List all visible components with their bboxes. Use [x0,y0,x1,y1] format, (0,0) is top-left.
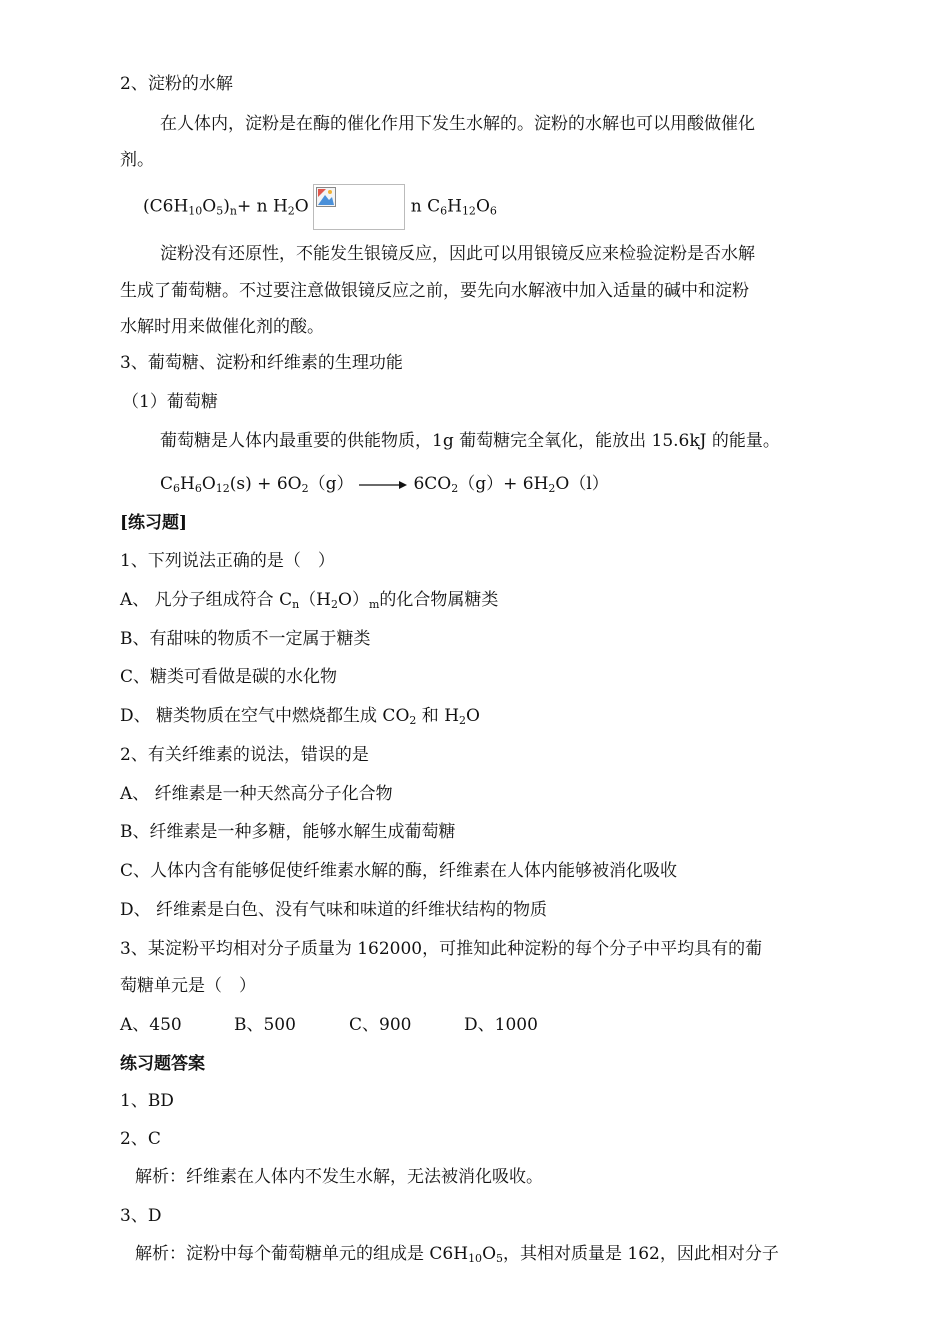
paragraph-line: 淀粉没有还原性，不能发生银镜反应，因此可以用银镜反应来检验淀粉是否水解 [160,244,755,264]
answers-title: 练习题答案 [120,1054,205,1074]
question-3-stem: 3、某淀粉平均相对分子质量为 162000，可推知此种淀粉的每个分子中平均具有的葡 [120,939,763,959]
image-icon [316,187,336,207]
question-1-option-a: A、 凡分子组成符合 $C_n(H_2O)_m$的化合物属糖类 [120,590,499,611]
question-1-option-c: C、糖类可看做是碳的水化物 [120,667,338,687]
section-heading-physiological-functions: 3、葡萄糖、淀粉和纤维素的生理功能 [120,353,403,373]
question-2-option-d: D、 纤维素是白色、没有气味和味道的纤维状结构的物质 [120,900,548,920]
exercises-title: [练习题] [120,513,188,533]
paragraph-line: 水解时用来做催化剂的酸。 [120,317,324,337]
paragraph-line: 在人体内，淀粉是在酶的催化作用下发生水解的。淀粉的水解也可以用酸做催化 [160,114,755,134]
paragraph-line: 生成了葡萄糖。不过要注意做银镜反应之前，要先向水解液中加入适量的碱中和淀粉 [120,281,749,301]
question-3-stem: 萄糖单元是（ ） [120,976,256,996]
question-1-stem: 1、下列说法正确的是（ ） [120,551,335,571]
answer-1: 1、BD [120,1091,174,1111]
question-1-option-d: D、 糖类物质在空气中燃烧都生成 $CO_2$ 和 $H_2O$ [120,706,480,727]
subheading-glucose: （1）葡萄糖 [122,392,218,412]
answer-2: 2、C [120,1129,161,1149]
question-3-option: B、500 [234,1015,296,1035]
question-1-option-b: B、有甜味的物质不一定属于糖类 [120,629,371,649]
reaction-arrow-icon [359,480,407,490]
question-3-option: C、900 [349,1015,412,1035]
question-2-option-a: A、 纤维素是一种天然高分子化合物 [120,784,393,804]
hydrolysis-equation: $(C6H_{10}O_5)_n+ n$ $H_2O$ n $C_6H_{12}O_6$ [143,184,497,230]
answer-2-explanation: 解析：纤维素在人体内不发生水解，无法被消化吸收。 [135,1167,543,1187]
question-2-stem: 2、有关纤维素的说法，错误的是 [120,745,369,765]
broken-image-placeholder [313,184,405,230]
question-3-option: A、450 [120,1015,182,1035]
question-2-option-b: B、纤维素是一种多糖，能够水解生成葡萄糖 [120,822,456,842]
question-2-option-c: C、人体内含有能够促使纤维素水解的酶，纤维素在人体内能够被消化吸收 [120,861,678,881]
answer-3-explanation: 解析：淀粉中每个葡萄糖单元的组成是 $C6H_{10}O_5$，其相对质量是 162，因此相对分子 [135,1244,779,1265]
paragraph-line: 葡萄糖是人体内最重要的供能物质，1g 葡萄糖完全氧化，能放出 15.6kJ 的能量。 [160,431,780,451]
glucose-oxidation-equation: $C_6H_6O_{12}(s) + 6O_2(g)$ $6CO_2(g)+ 6H_2O(l)$ [160,474,609,495]
paragraph-line: 剂。 [120,150,154,170]
question-3-option: D、1000 [464,1015,538,1035]
section-heading-starch-hydrolysis: 2、淀粉的水解 [120,74,233,94]
question-3-options [120,1013,538,1037]
answer-3: 3、D [120,1206,162,1226]
